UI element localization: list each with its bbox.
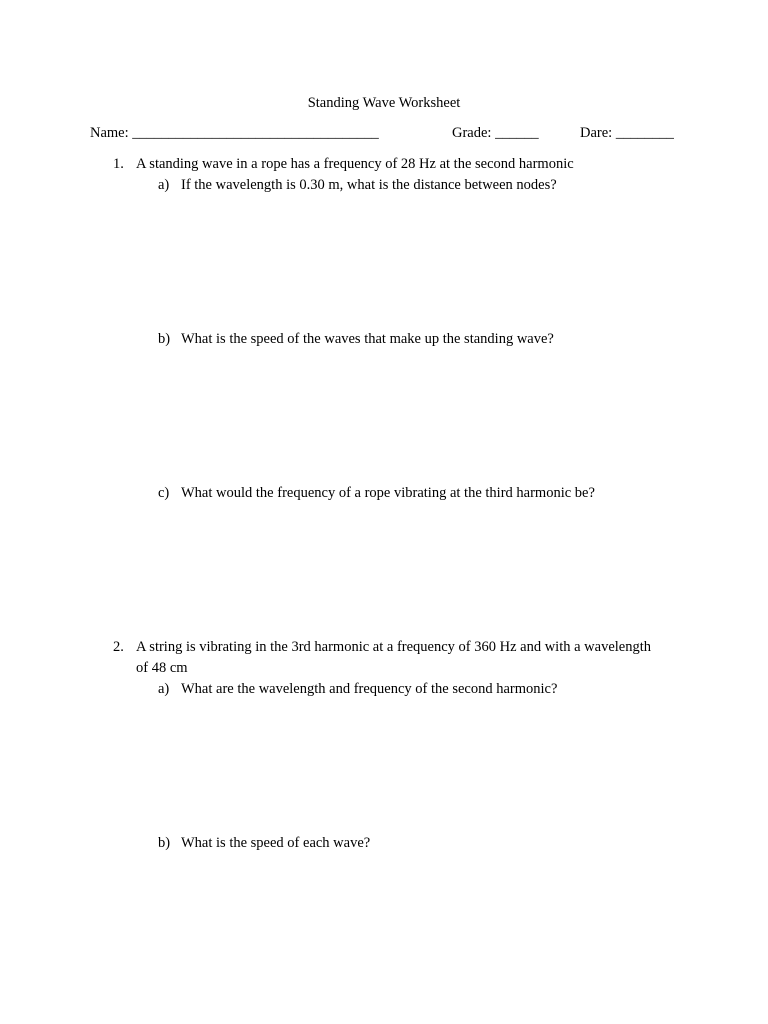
date-field: Dare: ________ bbox=[580, 125, 674, 141]
part-letter: c) bbox=[158, 485, 170, 501]
question-text: A standing wave in a rope has a frequency of 28 Hz at the second harmonic bbox=[136, 156, 574, 172]
part-text: What are the wavelength and frequency of the second harmonic? bbox=[181, 681, 558, 697]
part-text: What is the speed of the waves that make up the standing wave? bbox=[181, 331, 554, 347]
part-letter: b) bbox=[158, 331, 171, 347]
name-field: Name: __________________________________ bbox=[90, 125, 379, 141]
grade-field: Grade: ______ bbox=[452, 125, 539, 141]
question-text-continued: of 48 cm bbox=[136, 660, 188, 676]
page-title: Standing Wave Worksheet bbox=[307, 95, 461, 111]
part-letter: b) bbox=[158, 835, 171, 851]
question-text: A string is vibrating in the 3rd harmonic at a frequency of 360 Hz and with a wavelength bbox=[136, 639, 652, 655]
part-letter: a) bbox=[158, 681, 170, 697]
question-number: 1. bbox=[113, 156, 124, 172]
part-text: What is the speed of each wave? bbox=[181, 835, 371, 851]
part-text: If the wavelength is 0.30 m, what is the distance between nodes? bbox=[181, 177, 557, 193]
question-number: 2. bbox=[113, 639, 124, 655]
part-text: What would the frequency of a rope vibrating at the third harmonic be? bbox=[181, 485, 595, 501]
part-letter: a) bbox=[158, 177, 170, 193]
